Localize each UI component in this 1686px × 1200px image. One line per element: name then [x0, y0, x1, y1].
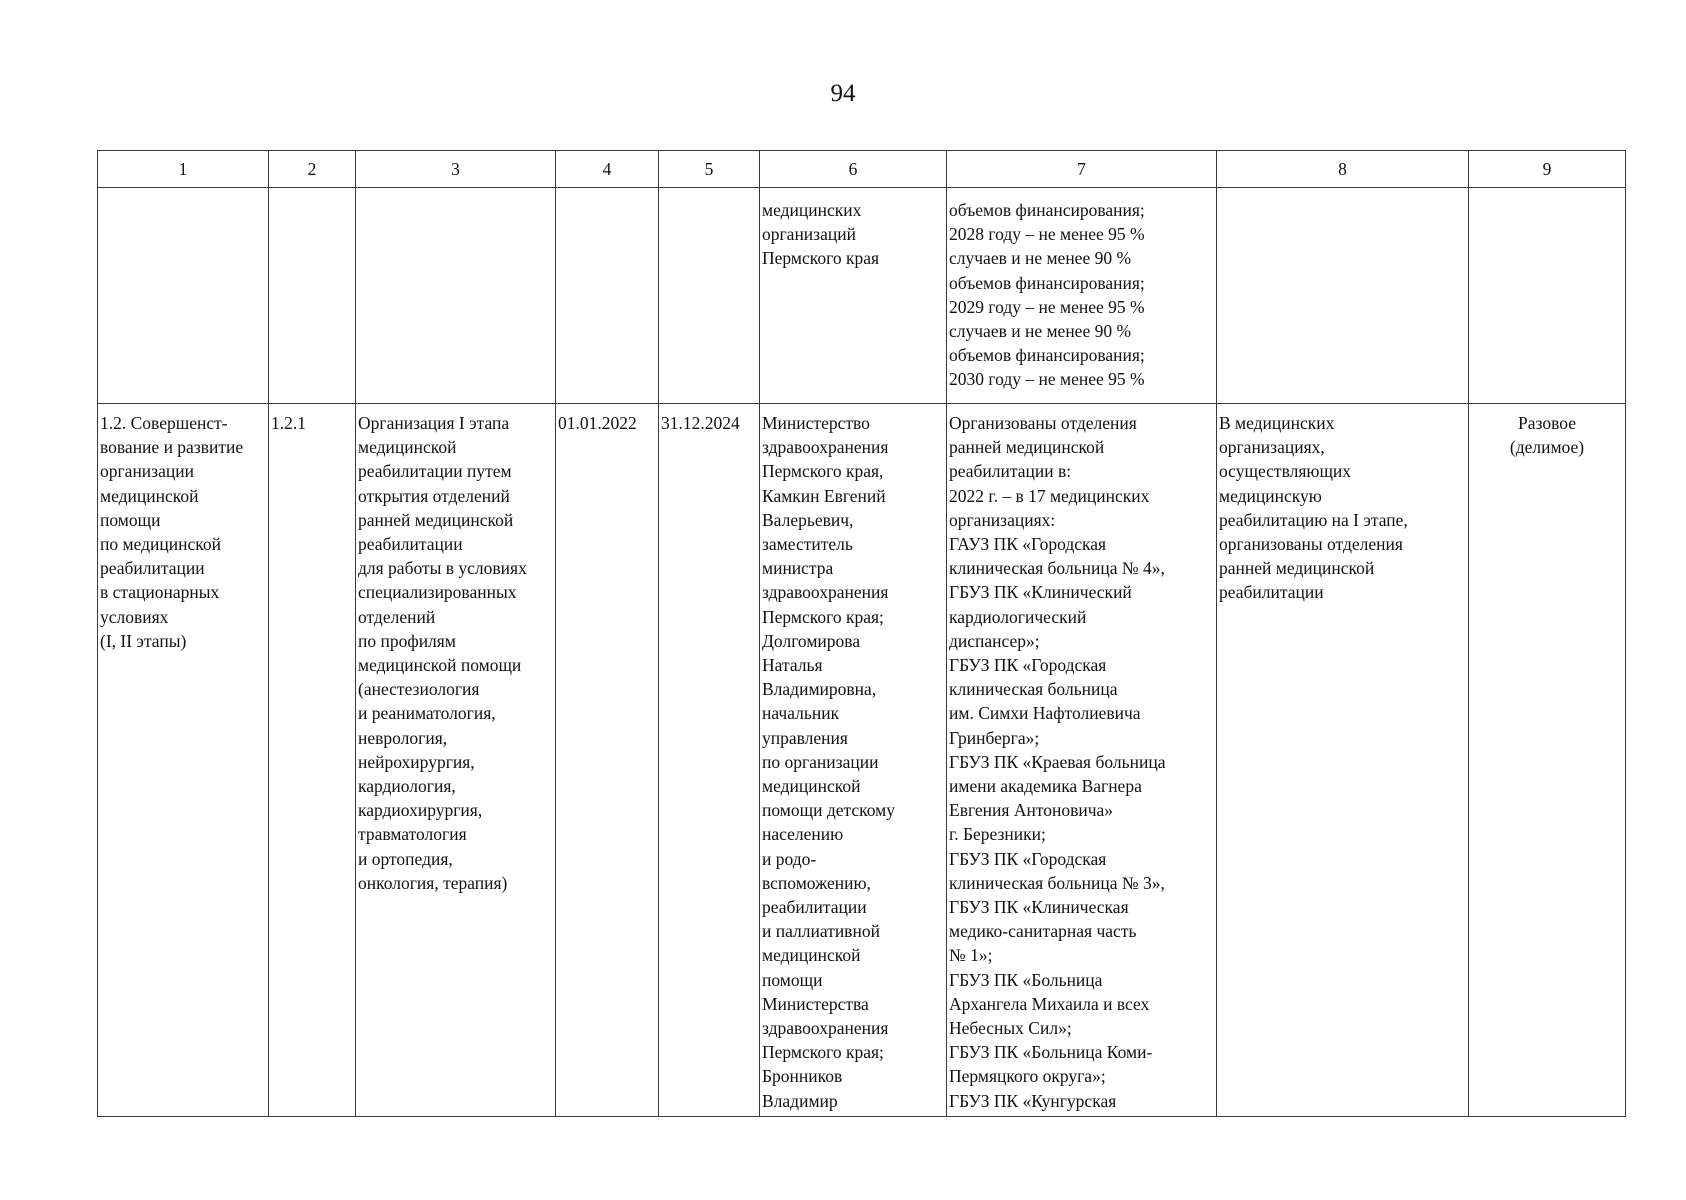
column-number-3: 3 — [356, 151, 556, 188]
table-cell — [556, 188, 659, 404]
frequency-cell: Разовое (делимое) — [1469, 404, 1626, 1117]
table-header-row — [98, 151, 1626, 188]
column-number-6: 6 — [760, 151, 947, 188]
result-cell: Организованы отделения ранней медицинской реабилитации в: 2022 г. – в 17 медицинских организациях: ГАУЗ ПК «Городская клиническая больница № 4», ГБУЗ ПК «Клинический кардиологический диспансер»; ГБУЗ ПК «Городская клиническая больница им. Симхи Нафтолиевича Гринберга»; ГБУЗ ПК «Краевая больница имени академика Вагнера Евгения Антоновича» г. Березники; ГБУЗ ПК «Городская клиническая больница № 3», ГБУЗ ПК «Клиническая медико-санитарная часть № 1»; ГБУЗ ПК «Больница Архангела Михаила и всех Небесных Сил»; ГБУЗ ПК «Больница Коми- Пермяцкого округа»; ГБУЗ ПК «Кунгурская — [947, 404, 1217, 1117]
page-number: 94 — [830, 80, 856, 107]
column-number-5: 5 — [659, 151, 760, 188]
table-cell — [98, 188, 269, 404]
column-number-7: 7 — [947, 151, 1217, 188]
column-number-2: 2 — [269, 151, 356, 188]
column-number-4: 4 — [556, 151, 659, 188]
responsible-cell: медицинских организаций Пермского края — [760, 188, 947, 404]
activity-cell: Организация I этапа медицинской реабилитации путем открытия отделений ранней медицинской реабилитации для работы в условиях специализированных отделений по профилям медицинской помощи (анестезиология и реаниматология, неврология, нейрохирургия, кардиология, кардиохирургия, травматология и ортопедия, онкология, терапия) — [356, 404, 556, 1117]
start-date-cell: 01.01.2022 — [556, 404, 659, 1117]
plan-table — [97, 150, 1626, 1117]
table-row — [98, 404, 1626, 1117]
responsible-cell: Министерство здравоохранения Пермского края, Камкин Евгений Валерьевич, заместитель министра здравоохранения Пермского края; Долгомирова Наталья Владимировна, начальник управления по организации медицинской помощи детскому населению и родо- вспоможению, реабилитации и паллиативной медицинской помощи Министерства здравоохранения Пермского края; Бронников Владимир — [760, 404, 947, 1117]
table-row — [98, 188, 1626, 404]
column-number-8: 8 — [1217, 151, 1469, 188]
column-number-1: 1 — [98, 151, 269, 188]
task-name-cell: 1.2. Совершенст- вование и развитие организации медицинской помощи по медицинской реабилитации в стационарных условиях (I, II этапы) — [98, 404, 269, 1117]
table-cell — [1217, 188, 1469, 404]
column-number-9: 9 — [1469, 151, 1626, 188]
table-cell — [269, 188, 356, 404]
indicator-cell: В медицинских организациях, осуществляющих медицинскую реабилитацию на I этапе, организованы отделения ранней медицинской реабилитации — [1217, 404, 1469, 1117]
item-number-cell: 1.2.1 — [269, 404, 356, 1117]
end-date-cell: 31.12.2024 — [659, 404, 760, 1117]
result-cell: объемов финансирования; 2028 году – не менее 95 % случаев и не менее 90 % объемов финансирования; 2029 году – не менее 95 % случаев и не менее 90 % объемов финансирования; 2030 году – не менее 95 % — [947, 188, 1217, 404]
table-cell — [659, 188, 760, 404]
table-cell — [1469, 188, 1626, 404]
table-cell — [356, 188, 556, 404]
